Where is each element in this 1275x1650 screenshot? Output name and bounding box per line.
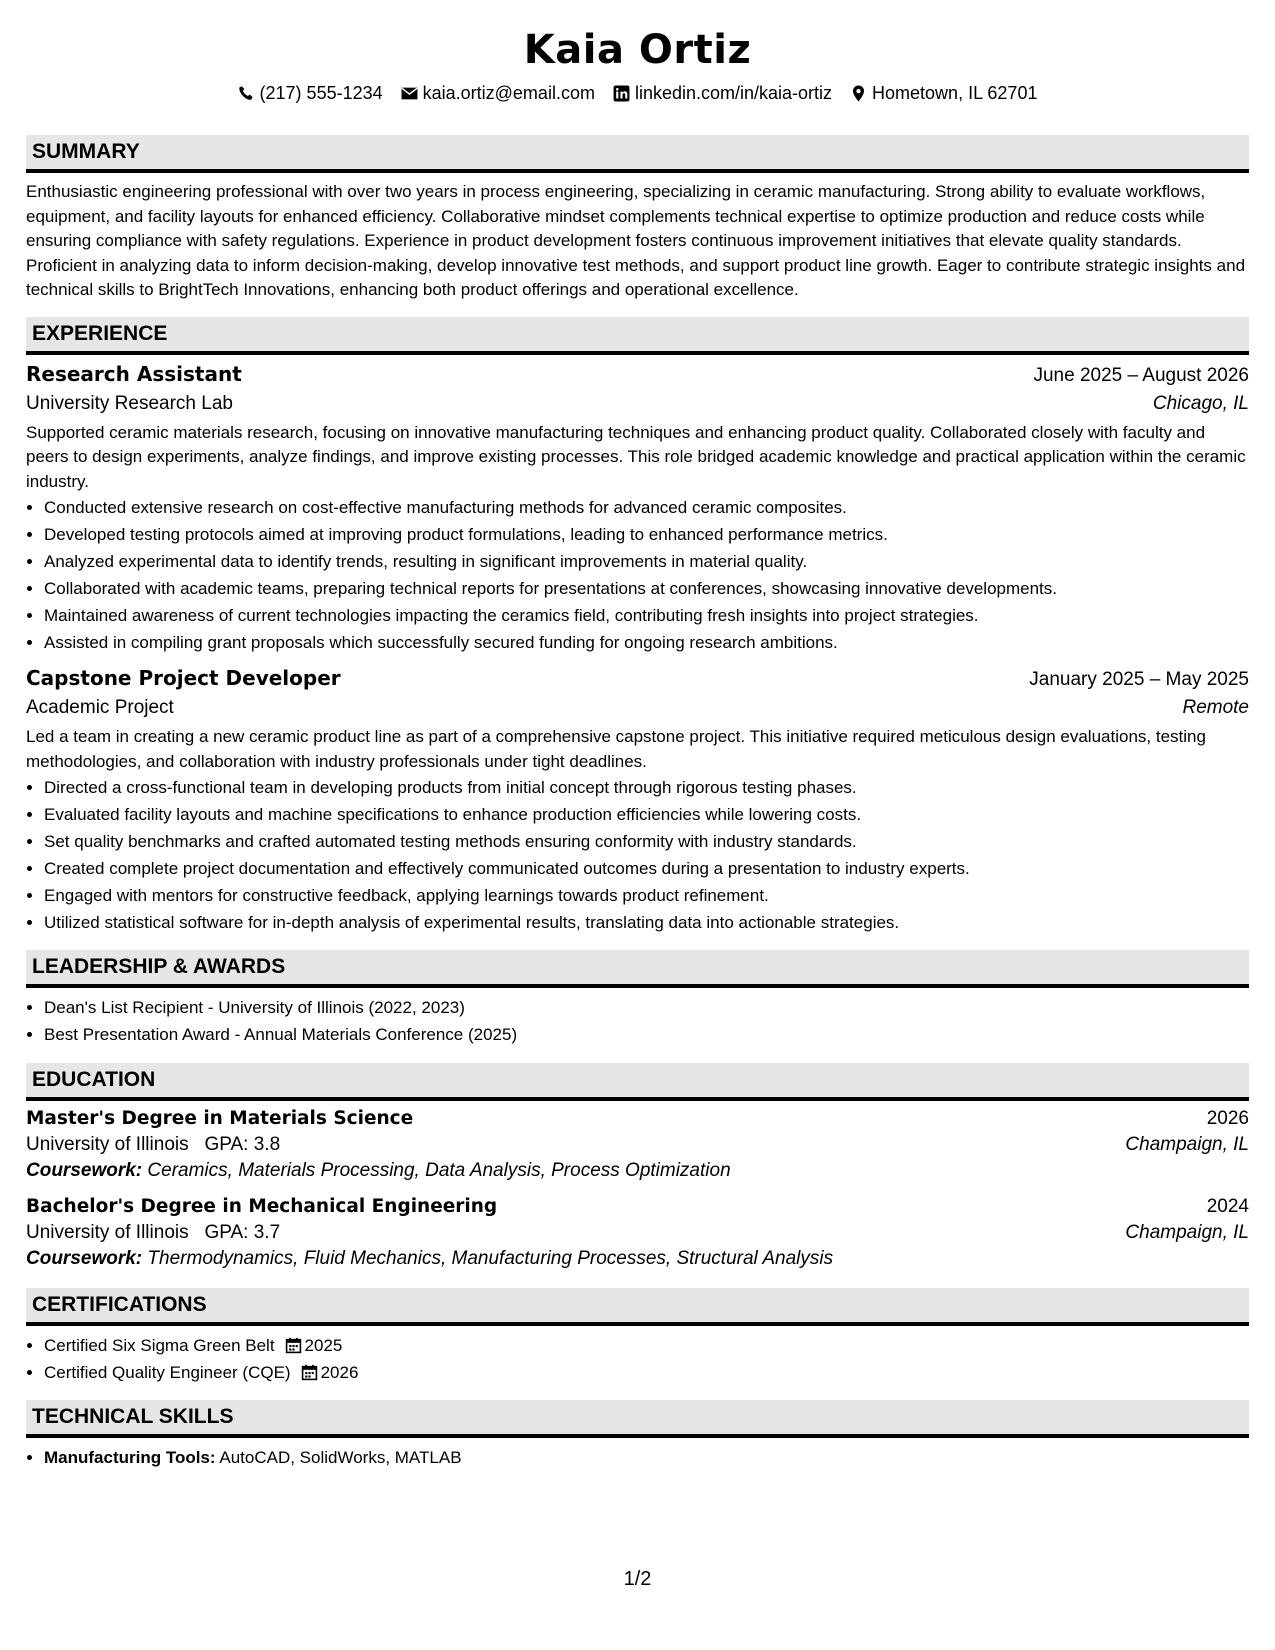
job-entry xyxy=(26,362,1249,657)
contact-bar xyxy=(26,82,1249,104)
awards-heading: LEADERSHIP & AWARDS xyxy=(26,950,1249,988)
job-bullets xyxy=(26,774,1249,936)
certification-year: 2026 xyxy=(320,1363,359,1382)
list-item xyxy=(44,1359,1249,1386)
location-text: Hometown, IL 62701 xyxy=(872,83,1038,103)
school-location: Champaign, IL xyxy=(1125,1134,1249,1155)
awards-list xyxy=(26,994,1249,1048)
list-item: • Set quality benchmarks and crafted automated testing methods ensuring conformity with industry standards. xyxy=(44,828,1249,855)
coursework-label: Coursework: xyxy=(26,1248,143,1269)
job-location: Remote xyxy=(1182,697,1249,718)
list-item xyxy=(44,1444,1249,1471)
list-item: • Assisted in compiling grant proposals which successfully secured funding for ongoing research ambitions. xyxy=(44,629,1249,656)
coursework-list: Ceramics, Materials Processing, Data Analysis, Process Optimization xyxy=(147,1160,731,1181)
list-item: • Created complete project documentation and effectively communicated outcomes during a presentation to industry experts. xyxy=(44,855,1249,882)
list-item: • Utilized statistical software for in-depth analysis of experimental results, translating data into actionable strategies. xyxy=(44,909,1249,936)
skill-value: AutoCAD, SolidWorks, MATLAB xyxy=(219,1448,462,1467)
list-item: • Directed a cross-functional team in developing products from initial concept through rigorous testing phases. xyxy=(44,774,1249,801)
skills-heading: TECHNICAL SKILLS xyxy=(26,1400,1249,1438)
certifications-list xyxy=(26,1332,1249,1386)
page-number: 1/2 xyxy=(623,1568,652,1590)
certification-year: 2025 xyxy=(304,1336,343,1355)
school-name: University of Illinois xyxy=(26,1222,189,1243)
list-item: • Dean's List Recipient - University of Illinois (2022, 2023) xyxy=(44,994,1249,1021)
gpa: GPA: 3.7 xyxy=(204,1222,281,1243)
certifications-heading: CERTIFICATIONS xyxy=(26,1288,1249,1326)
calendar-icon xyxy=(301,1364,318,1381)
coursework xyxy=(26,1248,1249,1270)
list-item: • Evaluated facility layouts and machine specifications to enhance production efficiencies while lowering costs. xyxy=(44,801,1249,828)
job-bullets xyxy=(26,494,1249,656)
job-dates: January 2025 – May 2025 xyxy=(1029,669,1249,690)
education-heading: EDUCATION xyxy=(26,1063,1249,1101)
map-pin-icon xyxy=(850,85,867,102)
summary-text: Enthusiastic engineering professional with over two years in process engineering, specializing in ceramic manufacturing. Strong ability to evaluate workflows, equipment, and facility layouts for enhanced efficiency. Collaborative mindset complements technical expertise to optimize production and reduce costs while ensuring compliance with safety regulations. Experience in product development fosters continuous improvement initiatives that elevate quality standards. Proficient in analyzing data to inform decision-making, develop innovative test methods, and support product line growth. Eager to contribute strategic insights and technical skills to BrightTech Innovations, enhancing both product offerings and operational excellence. xyxy=(26,182,1246,299)
job-dates: June 2025 – August 2026 xyxy=(1033,364,1249,386)
contact-email[interactable] xyxy=(401,82,595,104)
skills-list xyxy=(26,1444,1249,1471)
list-item xyxy=(44,1332,1249,1359)
coursework-list: Thermodynamics, Fluid Mechanics, Manufacturing Processes, Structural Analysis xyxy=(147,1248,834,1269)
email-text: kaia.ortiz@email.com xyxy=(422,83,595,103)
skill-label: Manufacturing Tools: xyxy=(44,1448,216,1467)
calendar-icon xyxy=(285,1337,302,1354)
job-title: Research Assistant xyxy=(26,361,242,386)
summary-heading: SUMMARY xyxy=(26,135,1249,173)
degree-year: 2024 xyxy=(1206,1196,1249,1217)
envelope-icon xyxy=(401,85,418,102)
education-entry xyxy=(26,1196,1249,1270)
list-item: • Developed testing protocols aimed at improving product formulations, leading to enhanced performance metrics. xyxy=(44,521,1249,548)
job-description: Led a team in creating a new ceramic product line as part of a comprehensive capstone project. This initiative required meticulous design evaluations, testing methodologies, and collaboration with industry professionals under tight deadlines. xyxy=(26,727,1206,771)
list-item: • Engaged with mentors for constructive feedback, applying learnings towards product refinement. xyxy=(44,882,1249,909)
certification-name: Certified Six Sigma Green Belt xyxy=(44,1336,275,1355)
contact-location xyxy=(850,82,1037,104)
linkedin-text: linkedin.com/in/kaia-ortiz xyxy=(634,83,833,103)
education-entry xyxy=(26,1108,1249,1182)
school-name: University of Illinois xyxy=(26,1134,189,1155)
phone-icon xyxy=(238,85,255,102)
degree-title: Bachelor's Degree in Mechanical Engineering xyxy=(26,1196,498,1217)
job-entry xyxy=(26,666,1249,936)
phone-text: (217) 555-1234 xyxy=(259,83,383,103)
job-location: Chicago, IL xyxy=(1152,392,1249,414)
list-item: • Analyzed experimental data to identify trends, resulting in significant improvements in material quality. xyxy=(44,548,1249,575)
list-item: • Conducted extensive research on cost-effective manufacturing methods for advanced ceramic composites. xyxy=(44,494,1249,521)
experience-heading: EXPERIENCE xyxy=(26,317,1249,355)
contact-phone[interactable] xyxy=(238,82,383,104)
job-organization: University Research Lab xyxy=(26,392,233,414)
coursework-label: Coursework: xyxy=(26,1160,143,1181)
list-item: • Collaborated with academic teams, preparing technical reports for presentations at conferences, showcasing innovative developments. xyxy=(44,575,1249,602)
degree-title: Master's Degree in Materials Science xyxy=(26,1108,414,1129)
job-organization: Academic Project xyxy=(26,697,174,718)
job-description: Supported ceramic materials research, focusing on innovative manufacturing techniques and enhancing product quality. Collaborated closely with faculty and peers to design experiments, analyze findings, and improve existing processes. This role bridged academic knowledge and practical application within the ceramic industry. xyxy=(26,422,1246,491)
list-item: • Maintained awareness of current technologies impacting the ceramics field, contributing fresh insights into project strategies. xyxy=(44,602,1249,629)
certification-name: Certified Quality Engineer (CQE) xyxy=(44,1363,291,1382)
school-location: Champaign, IL xyxy=(1125,1222,1249,1243)
contact-linkedin[interactable] xyxy=(613,82,832,104)
job-title: Capstone Project Developer xyxy=(26,666,341,690)
degree-year: 2026 xyxy=(1206,1108,1249,1129)
gpa: GPA: 3.8 xyxy=(204,1134,281,1155)
list-item: • Best Presentation Award - Annual Materials Conference (2025) xyxy=(44,1021,1249,1048)
coursework xyxy=(26,1160,1249,1182)
candidate-name: Kaia Ortiz xyxy=(523,27,752,73)
linkedin-icon xyxy=(613,85,630,102)
